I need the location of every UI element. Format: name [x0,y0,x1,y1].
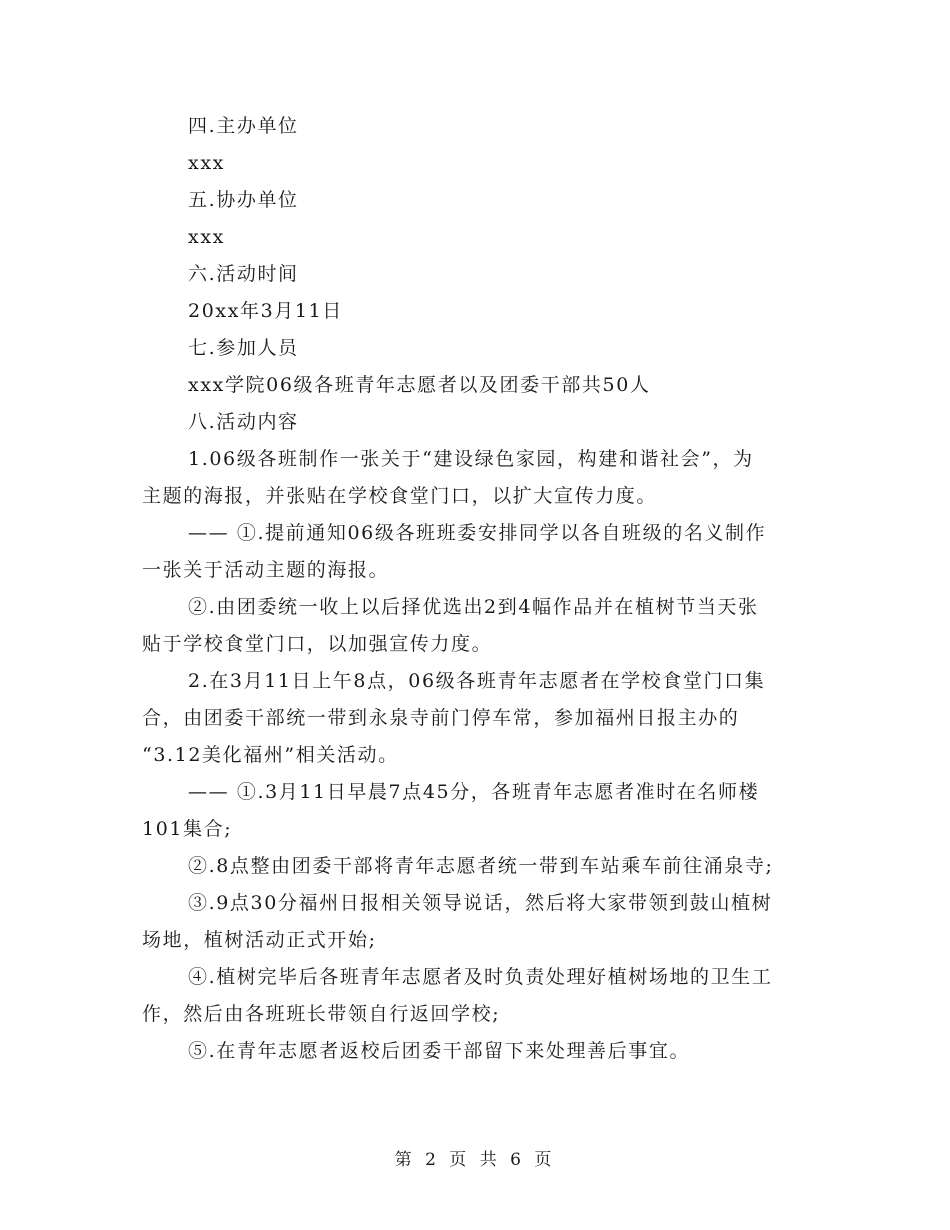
paragraph-line: 2.在3月11日上午8点，06级各班青年志愿者在学校食堂门口集 [188,670,766,692]
paragraph-line: 场地，植树活动正式开始; [142,929,377,951]
paragraph-line: 101集合; [142,818,233,840]
section-heading-activity-time: 六.活动时间 [188,263,299,285]
paragraph-line: ②.8点整由团委干部将青年志愿者统一带到车站乘车前往涌泉寺; [188,855,774,877]
paragraph-line: —— ①.提前通知06级各班班委安排同学以各自班级的名义制作 [188,522,767,544]
paragraph-line: ⑤.在青年志愿者返校后团委干部留下来处理善后事宜。 [188,1040,691,1062]
participants-value: xxx学院06级各班青年志愿者以及团委干部共50人 [188,374,651,396]
paragraph-line: 1.06级各班制作一张关于“建设绿色家园，构建和谐社会”，为 [188,448,754,470]
paragraph-line: 作，然后由各班班长带领自行返回学校; [142,1003,501,1025]
paragraph-line: 一张关于活动主题的海报。 [142,559,390,581]
section-heading-activity-content: 八.活动内容 [188,411,299,433]
page-number-footer: 第 2 页 共 6 页 [394,1150,556,1170]
section-heading-co-organizer: 五.协办单位 [188,189,299,211]
section-heading-organizer: 四.主办单位 [188,115,299,137]
paragraph-line: 贴于学校食堂门口，以加强宣传力度。 [142,633,493,655]
paragraph-line: “3.12美化福州”相关活动。 [142,744,399,766]
co-organizer-value: xxx [188,226,225,248]
paragraph-line: ③.9点30分福州日报相关领导说话，然后将大家带领到鼓山植树 [188,892,773,914]
paragraph-line: —— ①.3月11日早晨7点45分，各班青年志愿者准时在名师楼 [188,781,760,803]
document-body [142,108,810,1070]
activity-time-value: 20xx年3月11日 [188,300,343,322]
paragraph-line: ②.由团委统一收上以后择优选出2到4幅作品并在植树节当天张 [188,596,759,618]
paragraph-line: 合，由团委干部统一带到永泉寺前门停车常，参加福州日报主办的 [142,707,740,729]
paragraph-line: 主题的海报，并张贴在学校食堂门口，以扩大宣传力度。 [142,485,658,507]
paragraph-line: ④.植树完毕后各班青年志愿者及时负责处理好植树场地的卫生工 [188,966,773,988]
organizer-value: xxx [188,152,225,174]
section-heading-participants: 七.参加人员 [188,337,299,359]
